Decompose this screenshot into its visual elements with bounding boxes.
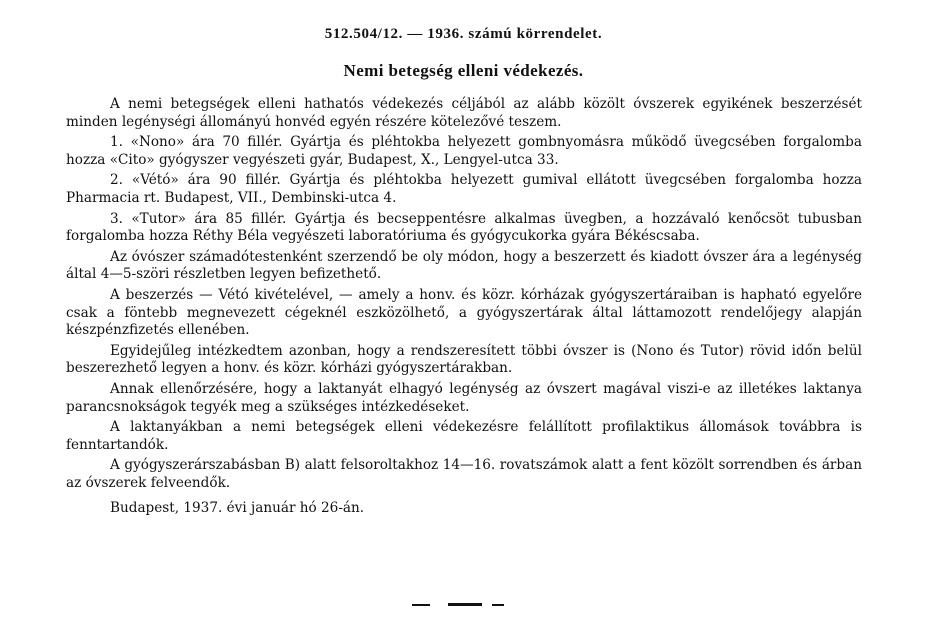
document-title: Nemi betegség elleni védekezés. — [343, 61, 584, 80]
paragraph-procurement: A beszerzés — Vétó kivételével, — amely a honv. és közr. kórházak gyógyszertáraiban is hapható egyelőre csak a föntebb megnevezett cégeknél eszközölhető, a gyógyszertárak által láttamozott rendelőjegy alapján készpénzfizetés ellenében. — [66, 286, 862, 339]
paragraph-price-schedule: A gyógyszerárszabásban B) alatt felsoroltakhoz 14—16. rovatszámok alatt a fent közölt sorrendben és árban az óvszerek felveendők. — [66, 457, 862, 491]
paragraph-item-tutor: 3. «Tutor» ára 85 fillér. Gyártja és becseppentésre alkalmas üvegben, a hozzávaló kenőcsöt tubusban forgalomba hozza Réthy Béla vegyészeti laboratóriuma és gyógycukorka gyára Békéscsaba. — [66, 210, 862, 245]
signature-line: Budapest, 1937. évi január hó 26-án. — [110, 500, 365, 517]
paragraph-intro: A nemi betegségek elleni hathatós védekezés céljából az alább közölt óvszerek egyikének beszerzését minden legénységi állományú honvéd egyén részére kötelezővé teszem. — [66, 96, 862, 130]
paragraph-purchase-method: Az óvószer számadótestenként szerzendő be oly módon, hogy a beszerzett és kiadott óvszer ára a legénység által 4—5-szöri részletben legyen befizethető. — [66, 248, 862, 283]
closing-rule-center — [448, 603, 482, 606]
paragraph-availability: Egyidejűleg intézkedtem azonban, hogy a rendszeresített többi óvszer is (Nono és Tutor) rövid időn belül beszerezhető legyen a honv. és közr. kórházi gyógyszertárakban. — [66, 342, 862, 377]
paragraph-control: Annak ellenőrzésére, hogy a laktanyát elhagyó legénység az óvszert magával viszi-e az illetékes laktanya parancsnokságok tegyék meg a szükséges intézkedéseket. — [66, 380, 862, 415]
paragraph-item-veto: 2. «Vétó» ára 90 fillér. Gyártja és pléhtokba helyezett gumival ellátott üvegcsében forgalomba hozza Pharmacia rt. Budapest, VII., Dembinski-utca 4. — [66, 172, 862, 206]
paragraph-stations: A laktanyákban a nemi betegségek elleni védekezésre felállított profilaktikus állomások továbbra is fenntartandók. — [66, 419, 862, 453]
closing-rule-right — [492, 604, 504, 606]
paragraph-item-nono: 1. «Nono» ára 70 fillér. Gyártja és pléhtokba helyezett gombnyomásra működő üvegcsében forgalomba hozza «Cito» gyógyszer vegyészeti gyár, Budapest, X., Lengyel-utca 33. — [66, 134, 862, 168]
decree-number: 512.504/12. — 1936. számú körrendelet. — [324, 26, 603, 42]
closing-rule-left — [412, 604, 430, 606]
document-body — [66, 96, 862, 518]
